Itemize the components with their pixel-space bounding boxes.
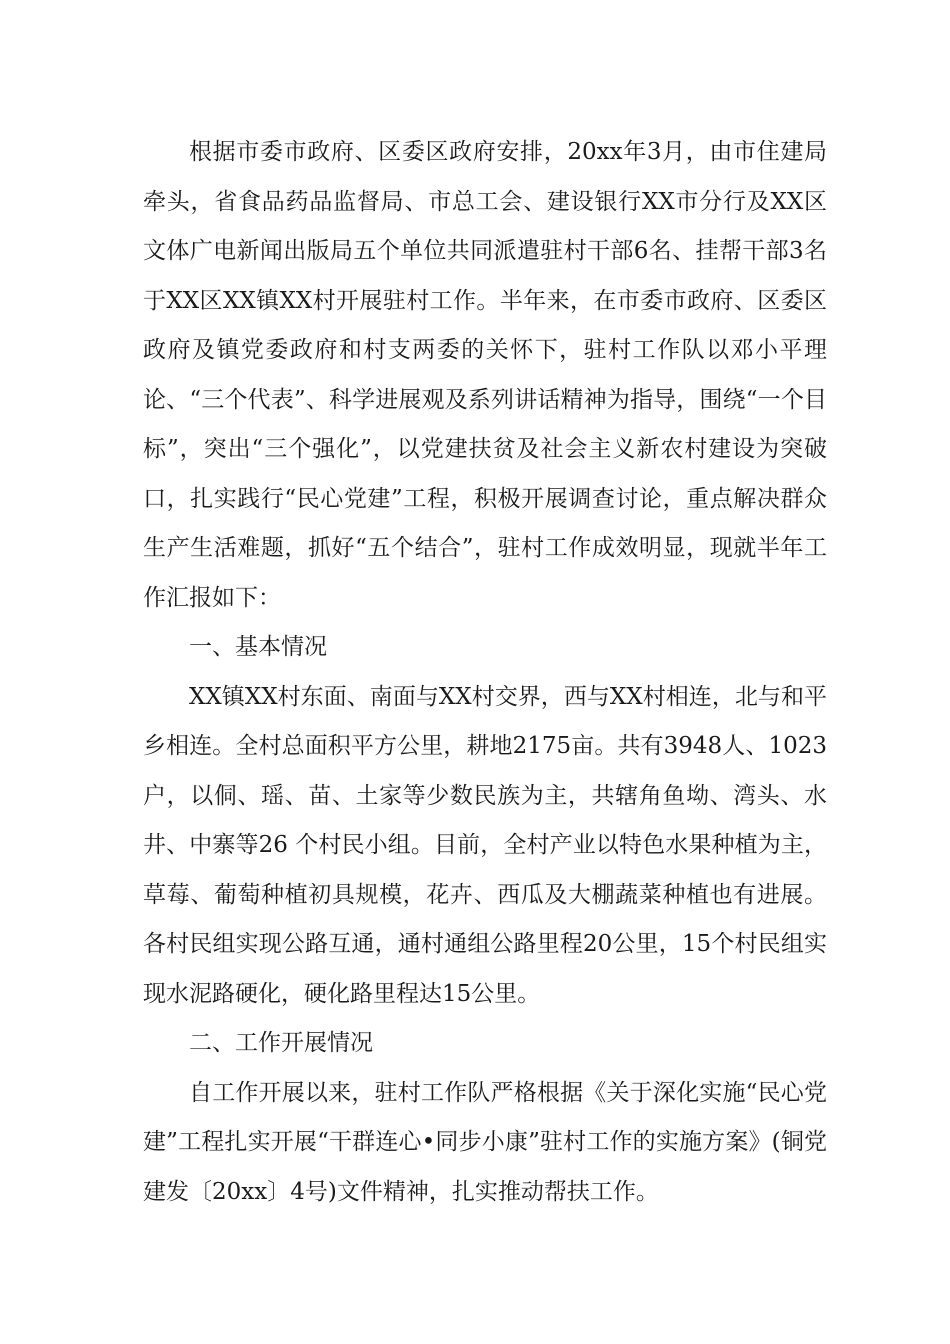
section-heading-basic: 一、基本情况 [189, 634, 327, 660]
section-heading-work: 二、工作开展情况 [189, 1030, 373, 1056]
basic-info-paragraph: XX镇XX村东面、南面与XX村交界，西与XX村相连，北与和平乡相连。全村总面积平方公里，耕地2175亩。共有3948人、1023户，以侗、瑶、苗、土家等少数民族为主，共辖角鱼坳、湾头、水井、中寨等26 个村民小组。目前，全村产业以特色水果种植为主，草莓、葡萄种植初具规模，花卉、西瓜及大棚蔬菜种植也有进展。各村民组实现公路互通，通村通组公路里程20公里，15个村民组实现水泥路硬化，硬化路里程达15公里。 [143, 683, 827, 1007]
document-body [143, 128, 827, 1217]
work-paragraph: 自工作开展以来，驻村工作队严格根据《关于深化实施“民心党建”工程扎实开展“干群连心•同步小康”驻村工作的实施方案》(铜党建发〔20xx〕4号)文件精神，扎实推动帮扶工作。 [143, 1079, 827, 1205]
intro-paragraph: 根据市委市政府、区委区政府安排，20xx年3月，由市住建局牵头，省食品药品监督局、市总工会、建设银行XX市分行及XX区文体广电新闻出版局五个单位共同派遣驻村干部6名、挂帮干部3名于XX区XX镇XX村开展驻村工作。半年来，在市委市政府、区委区政府及镇党委政府和村支两委的关怀下，驻村工作队以邓小平理论、“三个代表”、科学进展观及系列讲话精神为指导，围绕“一个目标”，突出“三个强化”，以党建扶贫及社会主义新农村建设为突破口，扎实践行“民心党建”工程，积极开展调查讨论，重点解决群众生产生活难题，抓好“五个结合”，驻村工作成效明显，现就半年工作汇报如下： [143, 139, 827, 611]
